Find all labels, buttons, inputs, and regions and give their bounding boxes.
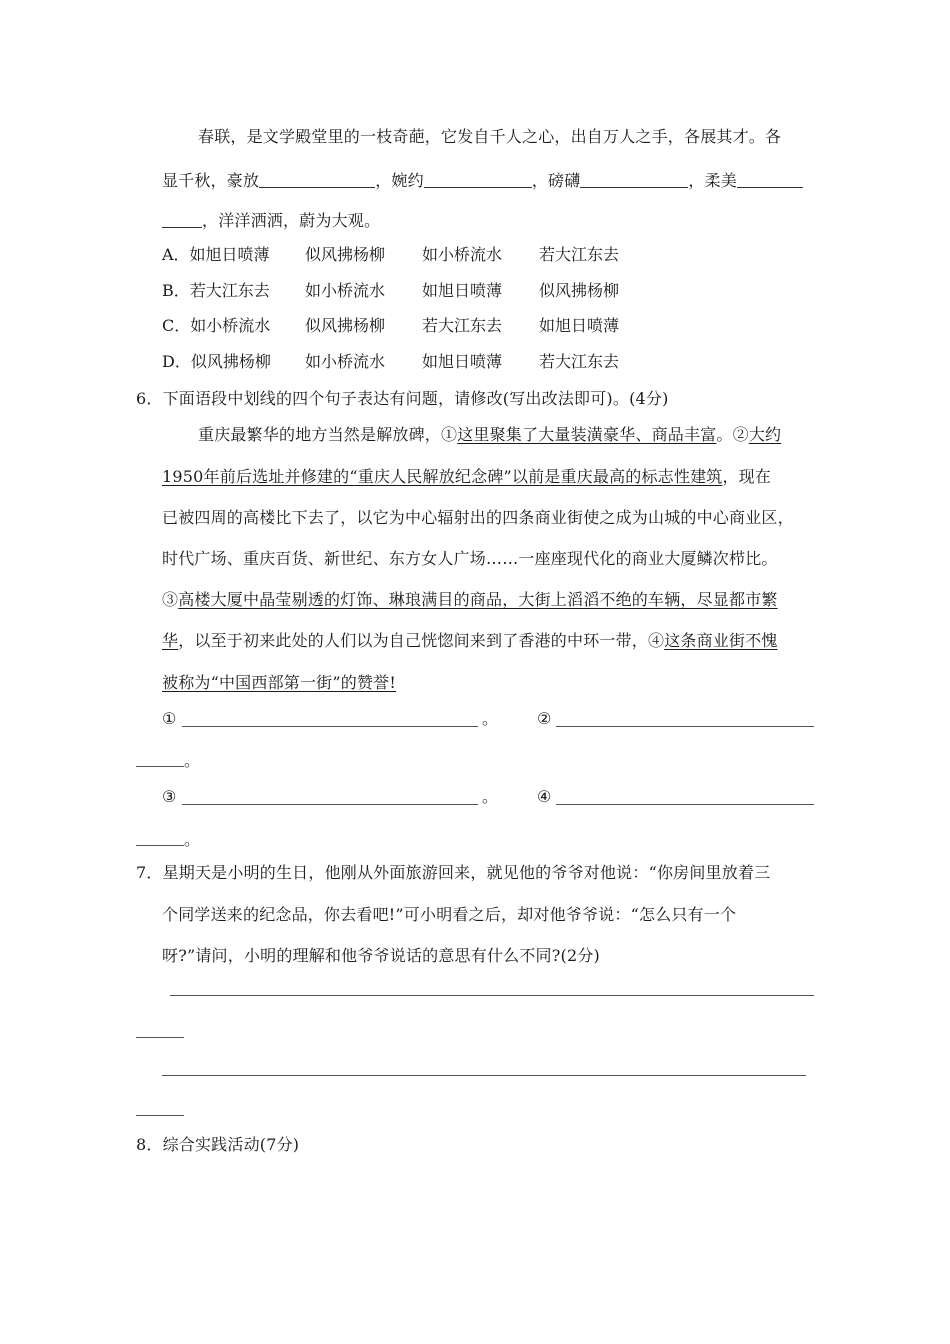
q6-answer-3-period: 。 (482, 787, 499, 806)
q6-para-line-3: 已被四周的高楼比下去了，以它为中心辐射出的四条商业街使之成为山城的中心商业区， (162, 508, 794, 527)
option-b-4: 似风拂杨柳 (539, 281, 620, 300)
q6-answer-1-line[interactable] (182, 726, 478, 727)
passage-line-1: 春联，是文学殿堂里的一枝奇葩，它发自千人之心，出自万人之手，各展其才。各 (198, 127, 782, 146)
option-d-4: 若大江东去 (539, 352, 620, 371)
q7-answer-line-2[interactable] (162, 1075, 806, 1076)
q6-answer-4-line-cont[interactable] (136, 845, 184, 846)
q6-answer-2-label: ② (537, 709, 552, 728)
blank-1[interactable] (259, 171, 375, 188)
option-a-label[interactable]: A．如旭日喷薄 (162, 245, 270, 264)
q6-sentence-2: 1950年前后选址并修建的“重庆人民解放纪念碑”以前是重庆最高的标志性建筑 (162, 467, 723, 486)
q6-answer-4-line[interactable] (556, 804, 814, 805)
option-c-label[interactable]: C．如小桥流水 (162, 316, 271, 335)
q6-para-line-2: 1950年前后选址并修建的“重庆人民解放纪念碑”以前是重庆最高的标志性建筑，现在 (162, 467, 772, 486)
option-b-label[interactable]: B．若大江东去 (162, 281, 270, 300)
q6-stem: 6．下面语段中划线的四个句子表达有问题，请修改(写出改法即可)。(4分) (136, 389, 669, 408)
q7-answer-line-1-cont[interactable] (136, 1037, 184, 1038)
q7-answer-line-2-cont[interactable] (136, 1115, 184, 1116)
q7-line-1: 7．星期天是小明的生日，他刚从外面旅游回来，就见他的爷爷对他说：“你房间里放着三 (136, 863, 771, 882)
blank-4[interactable] (737, 171, 803, 188)
option-a-3: 如小桥流水 (422, 245, 503, 264)
option-b-3: 如旭日喷薄 (422, 281, 503, 300)
q7-line-3: 呀?”请问，小明的理解和他爷爷说话的意思有什么不同?(2分) (162, 946, 601, 965)
q6-answer-2-line[interactable] (556, 726, 814, 727)
q6-para-line-4: 时代广场、重庆百货、新世纪、东方女人广场……一座座现代化的商业大厦鳞次栉比。 (162, 549, 778, 568)
q6-answer-4-label: ④ (537, 787, 552, 806)
q6-answer-1-label: ① (162, 709, 177, 728)
q7-line-2: 个同学送来的纪念品，你去看吧!”可小明看之后，却对他爷爷说：“怎么只有一个 (162, 905, 737, 924)
passage-line-3: ，洋洋洒洒，蔚为大观。 (162, 210, 380, 232)
q6-para-line-6: 华，以至于初来此处的人们以为自己恍惚间来到了香港的中环一带，④这条商业街不愧 (162, 631, 778, 650)
q6-answer-2-line-cont[interactable] (136, 766, 184, 767)
q6-answer-4-period: 。 (184, 830, 201, 849)
option-a-2: 似风拂杨柳 (305, 245, 386, 264)
blank-2[interactable] (424, 171, 532, 188)
option-d-2: 如小桥流水 (305, 352, 386, 371)
q6-sentence-3-end: 华 (162, 631, 179, 650)
passage-line-2: 显千秋，豪放 ，婉约 ，磅礴 ，柔美 (162, 170, 803, 192)
option-d-label[interactable]: D．似风拂杨柳 (162, 352, 271, 371)
option-a-4: 若大江东去 (539, 245, 620, 264)
option-d-3: 如旭日喷薄 (422, 352, 503, 371)
q6-sentence-4-start: 这条商业街不愧 (664, 631, 778, 650)
q6-para-line-5: ③高楼大厦中晶莹剔透的灯饰、琳琅满目的商品，大街上滔滔不绝的车辆，尽显都市繁 (162, 590, 778, 609)
q6-sentence-4: 被称为“中国西部第一街”的赞誉! (162, 673, 396, 692)
q6-answer-1-period: 。 (482, 709, 499, 728)
option-c-2: 似风拂杨柳 (305, 316, 386, 335)
q6-answer-2-period: 。 (184, 751, 201, 770)
q6-sentence-2-start: 大约 (748, 425, 782, 444)
q6-sentence-1: 这里聚集了大量装潢豪华、商品丰富 (457, 425, 717, 444)
q6-answer-3-line[interactable] (182, 804, 478, 805)
q8-line-1: 8．综合实践活动(7分) (136, 1135, 300, 1154)
blank-4-cont[interactable] (162, 211, 202, 228)
option-b-2: 如小桥流水 (305, 281, 386, 300)
q6-para-line-7 (162, 672, 396, 694)
q6-answer-3-label: ③ (162, 787, 177, 806)
option-c-3: 若大江东去 (422, 316, 503, 335)
q7-answer-line-1[interactable] (170, 995, 814, 996)
q6-sentence-3: 高楼大厦中晶莹剔透的灯饰、琳琅满目的商品，大街上滔滔不绝的车辆，尽显都市繁 (178, 590, 778, 609)
q6-para-line-1: 重庆最繁华的地方当然是解放碑，①这里聚集了大量装潢豪华、商品丰富。②大约 (198, 425, 782, 444)
blank-3[interactable] (580, 171, 688, 188)
option-c-4: 如旭日喷薄 (539, 316, 620, 335)
